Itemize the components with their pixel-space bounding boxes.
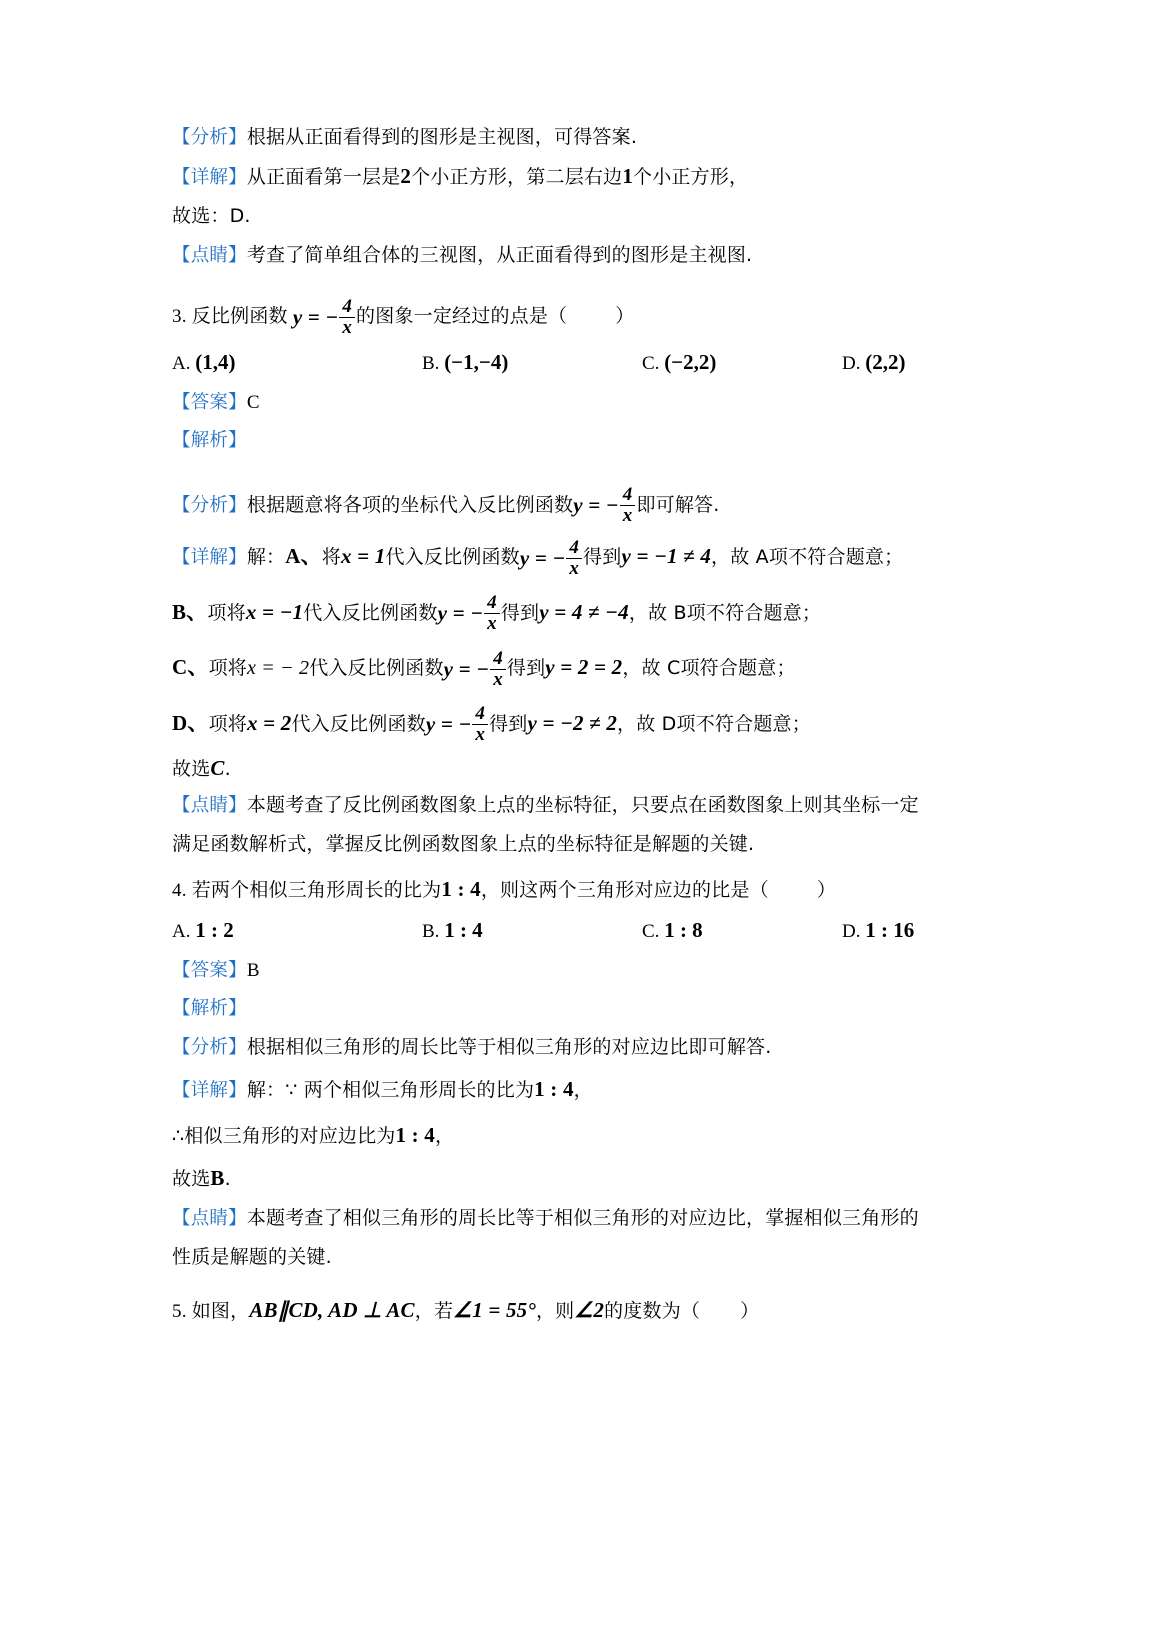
option-b-letter: B. <box>422 352 440 374</box>
question-4-analysis-text: 根据相似三角形的周长比等于相似三角形的对应边比即可解答. <box>246 1036 772 1059</box>
question-3-summary-text-2: 满足函数解析式，掌握反比例函数图象上点的坐标特征是解题的关键. <box>172 833 755 856</box>
item-b-letter: B、 <box>172 599 208 624</box>
question-4-detail-line-1 <box>172 1067 942 1113</box>
question-4-detail-line3-c: . <box>224 1168 231 1191</box>
question-5-stem-d: 的度数为（ <box>604 1300 701 1323</box>
formula-lhs: y = − <box>519 545 566 570</box>
item-b-tail-a: ，故 B <box>628 601 687 624</box>
question-4-summary-tag: 【点睛】 <box>172 1208 247 1230</box>
option-a-text: 1 : 2 <box>195 918 234 943</box>
item-c-formula <box>444 643 507 697</box>
option-c-text: (−2,2) <box>664 349 717 374</box>
question-3-analysis-text-b: 即可解答. <box>636 493 720 516</box>
question-5-stem-b: ，若 <box>414 1300 454 1323</box>
item-d-tail-b: 项不符合题意； <box>676 712 811 735</box>
item-b-tail-b: 项不符合题意； <box>686 601 822 624</box>
option-d-letter: D. <box>842 921 861 943</box>
question-5-stem-e: ） <box>740 1300 760 1323</box>
option-d-letter: D. <box>842 352 861 374</box>
option-b-letter: B. <box>422 921 440 943</box>
formula-lhs: y = − <box>437 601 484 626</box>
option-c-letter: C. <box>642 352 660 374</box>
summary-paragraph-1 <box>172 236 942 275</box>
question-3-answer-value: C <box>246 391 260 413</box>
item-a-formula <box>520 532 583 586</box>
question-4-summary-line-2 <box>172 1238 942 1277</box>
answer-line-1 <box>172 197 942 236</box>
item-a-result: y = −1 ≠ 4 <box>621 544 712 569</box>
question-4-answer <box>172 952 942 990</box>
item-c-sub: x = − 2 <box>246 657 310 680</box>
question-3-formula <box>293 294 356 342</box>
question-3-option-a[interactable] <box>172 342 422 384</box>
detail-label: 【详解】 <box>172 167 247 188</box>
question-3-answer <box>172 384 942 422</box>
item-d-post: 得到 <box>489 712 528 735</box>
item-a-tail-b: 项不符合题意； <box>768 546 904 569</box>
question-4-stem-b: ，则这两个三角形对应边的比是（ <box>480 879 769 902</box>
question-5-given: AB∥CD, AD ⊥ AC <box>249 1298 415 1323</box>
question-4-detail-line-3 <box>172 1159 942 1199</box>
item-c-mid: 代入反比例函数 <box>309 657 444 680</box>
question-3-analysis-tag: 【分析】 <box>172 494 247 516</box>
item-d-result: y = −2 ≠ 2 <box>527 710 618 735</box>
formula-denominator: x <box>620 505 636 526</box>
question-3-detail-item-d <box>172 697 942 753</box>
question-3-stem-b: 的图象一定经过的点是（ <box>356 305 568 327</box>
detail-text-a: 从正面看第一层是 <box>246 166 401 188</box>
question-4-stem-a: 若两个相似三角形周长的比为 <box>191 879 442 902</box>
question-4-option-b[interactable] <box>422 910 642 952</box>
question-4-option-c[interactable] <box>642 910 842 952</box>
question-4-detail-tag: 【详解】 <box>172 1080 247 1102</box>
question-4-analysis-label <box>172 990 942 1028</box>
question-5-stem <box>172 1291 942 1331</box>
item-b-mid: 代入反比例函数 <box>303 601 438 624</box>
formula-numerator: 4 <box>487 592 497 614</box>
item-b-pre: 项将 <box>207 601 246 624</box>
formula-lhs: y = − <box>425 712 472 737</box>
option-d-text: (2,2) <box>865 349 906 374</box>
question-3-conclusion-b: C <box>210 756 225 781</box>
item-c-tail-a: ，故 C <box>622 657 681 680</box>
question-4-detail-tail: ， <box>573 1079 593 1102</box>
analysis-label: 【分析】 <box>172 127 247 148</box>
item-b-sub: x = −1 <box>245 599 304 624</box>
question-4-stem <box>172 870 942 910</box>
item-a-mid: 代入反比例函数 <box>385 546 520 569</box>
question-3-option-d[interactable] <box>842 342 905 384</box>
item-b-post: 得到 <box>500 601 540 624</box>
formula-denominator: x <box>490 669 506 690</box>
question-3-detail-tag: 【详解】 <box>172 547 247 569</box>
question-4-detail-line2-a: ∴相似三角形的对应边比为 <box>172 1125 396 1148</box>
question-3-stem <box>172 293 942 342</box>
item-c-post: 得到 <box>506 657 546 680</box>
question-3-option-b[interactable] <box>422 342 642 384</box>
question-5-angle-1: ∠1 = 55° <box>453 1298 536 1323</box>
question-4-analysis-tag: 【分析】 <box>172 1037 247 1059</box>
question-4-options <box>172 910 942 952</box>
question-3-conclusion <box>172 752 942 786</box>
analysis-section-label: 【解析】 <box>172 429 247 451</box>
question-3-analysis-formula <box>573 482 636 530</box>
question-4-detail-line-2 <box>172 1113 942 1159</box>
question-3-summary-text-1: 本题考查了反比例函数图象上点的坐标特征，只要点在函数图象上则其坐标一定 <box>246 794 919 817</box>
item-b-result: y = 4 ≠ −4 <box>539 599 629 624</box>
question-3-number: 3. <box>172 306 187 327</box>
question-3-detail-item-b <box>172 586 942 642</box>
formula-lhs: y = − <box>443 656 490 681</box>
formula-lhs: y = − <box>292 304 339 329</box>
question-4-analysis <box>172 1028 942 1067</box>
formula-lhs: y = − <box>573 493 619 518</box>
item-a-letter: A、 <box>285 544 322 569</box>
question-4-detail-line2-tail: ， <box>435 1125 455 1148</box>
formula-denominator: x <box>339 317 355 338</box>
question-3-option-c[interactable] <box>642 342 842 384</box>
question-3-detail-lead: 解： <box>246 546 286 569</box>
item-c-tail-b: 项符合题意； <box>680 657 796 680</box>
option-b-text: 1 : 4 <box>444 918 483 943</box>
option-c-text: 1 : 8 <box>664 918 703 943</box>
question-3-analysis-text-a: 根据题意将各项的坐标代入反比例函数 <box>246 493 574 516</box>
formula-denominator: x <box>566 558 582 579</box>
document-content <box>172 118 942 1331</box>
answer-line-1-text: 故选：D. <box>172 205 251 227</box>
formula-denominator: x <box>472 724 488 745</box>
detail-number-2: 1 <box>622 164 634 188</box>
question-4-option-a[interactable] <box>172 910 422 952</box>
option-d-text: 1 : 16 <box>865 918 915 943</box>
item-a-post: 得到 <box>583 546 622 569</box>
item-c-result: y = 2 = 2 <box>545 655 623 680</box>
question-3-summary-tag: 【点睛】 <box>172 795 247 817</box>
question-3-options <box>172 342 942 384</box>
question-4-detail-line2-ratio: 1 : 4 <box>395 1123 435 1148</box>
question-4-summary-text-2: 性质是解题的关键. <box>172 1246 332 1269</box>
analysis-text: 根据从正面看得到的图形是主视图，可得答案. <box>246 126 638 148</box>
question-4-detail-lead: 解：∵ 两个相似三角形周长的比为 <box>246 1079 535 1102</box>
formula-numerator: 4 <box>493 647 503 669</box>
option-a-text: (1,4) <box>195 349 236 374</box>
question-3-summary-line-2 <box>172 825 942 864</box>
question-5-stem-c: ，则 <box>535 1300 575 1323</box>
question-3-detail-item-a <box>172 530 942 586</box>
question-4-summary-text-1: 本题考查了相似三角形的周长比等于相似三角形的对应边比，掌握相似三角形的 <box>246 1207 919 1230</box>
question-4-detail-line3-a: 故选 <box>172 1168 211 1191</box>
detail-text-b: 个小正方形，第二层右边 <box>411 166 623 188</box>
detail-paragraph-1 <box>172 157 942 197</box>
question-3-analysis-label <box>172 422 942 460</box>
summary-text: 考查了简单组合体的三视图，从正面看得到的图形是主视图. <box>246 244 753 266</box>
option-b-text: (−1,−4) <box>444 349 509 374</box>
formula-numerator: 4 <box>569 536 580 558</box>
question-3-detail-item-c <box>172 641 942 697</box>
item-b-formula <box>438 587 501 641</box>
option-c-letter: C. <box>642 921 660 943</box>
question-3-stem-c: ） <box>615 305 635 327</box>
question-4-answer-value: B <box>246 960 260 982</box>
question-3-conclusion-c: . <box>224 758 231 781</box>
item-a-pre: 将 <box>321 546 341 569</box>
item-d-mid: 代入反比例函数 <box>291 712 426 735</box>
item-a-sub: x = 1 <box>341 544 386 569</box>
formula-numerator: 4 <box>475 703 486 725</box>
option-a-letter: A. <box>172 921 191 943</box>
summary-label: 【点睛】 <box>172 245 247 266</box>
analysis-section-label: 【解析】 <box>172 998 247 1020</box>
question-4-stem-c: ） <box>816 879 837 902</box>
detail-text-c: 个小正方形， <box>633 166 749 188</box>
item-d-sub: x = 2 <box>246 710 292 735</box>
question-4-detail-line3-b: B <box>210 1166 225 1191</box>
question-4-option-d[interactable] <box>842 910 914 952</box>
formula-numerator: 4 <box>622 484 633 506</box>
question-3-summary-line-1 <box>172 786 942 825</box>
question-5-number: 5. <box>172 1301 187 1323</box>
question-5-angle-2: ∠2 <box>574 1298 605 1323</box>
question-4-summary-line-1 <box>172 1199 942 1238</box>
item-c-letter: C、 <box>172 655 209 680</box>
item-d-tail-a: ，故 D <box>617 712 677 735</box>
question-3-analysis <box>172 482 942 531</box>
item-d-formula <box>426 698 489 752</box>
question-4-detail-ratio: 1 : 4 <box>534 1077 574 1102</box>
formula-denominator: x <box>484 613 500 634</box>
question-5-stem-a: 如图， <box>191 1300 250 1323</box>
analysis-paragraph-1 <box>172 118 942 157</box>
question-3-conclusion-a: 故选 <box>172 758 211 781</box>
item-d-letter: D、 <box>172 710 209 735</box>
item-d-pre: 项将 <box>208 712 247 735</box>
question-3-stem-a: 反比例函数 <box>191 305 288 327</box>
question-4-answer-label: 【答案】 <box>172 960 247 982</box>
detail-number-1: 2 <box>400 164 412 188</box>
item-a-tail-a: ，故 A <box>711 546 769 569</box>
formula-numerator: 4 <box>342 295 353 317</box>
question-3-answer-label: 【答案】 <box>172 391 247 413</box>
question-4-ratio: 1 : 4 <box>441 877 481 902</box>
question-4-number: 4. <box>172 880 187 902</box>
item-c-pre: 项将 <box>208 657 247 680</box>
option-a-letter: A. <box>172 352 191 374</box>
